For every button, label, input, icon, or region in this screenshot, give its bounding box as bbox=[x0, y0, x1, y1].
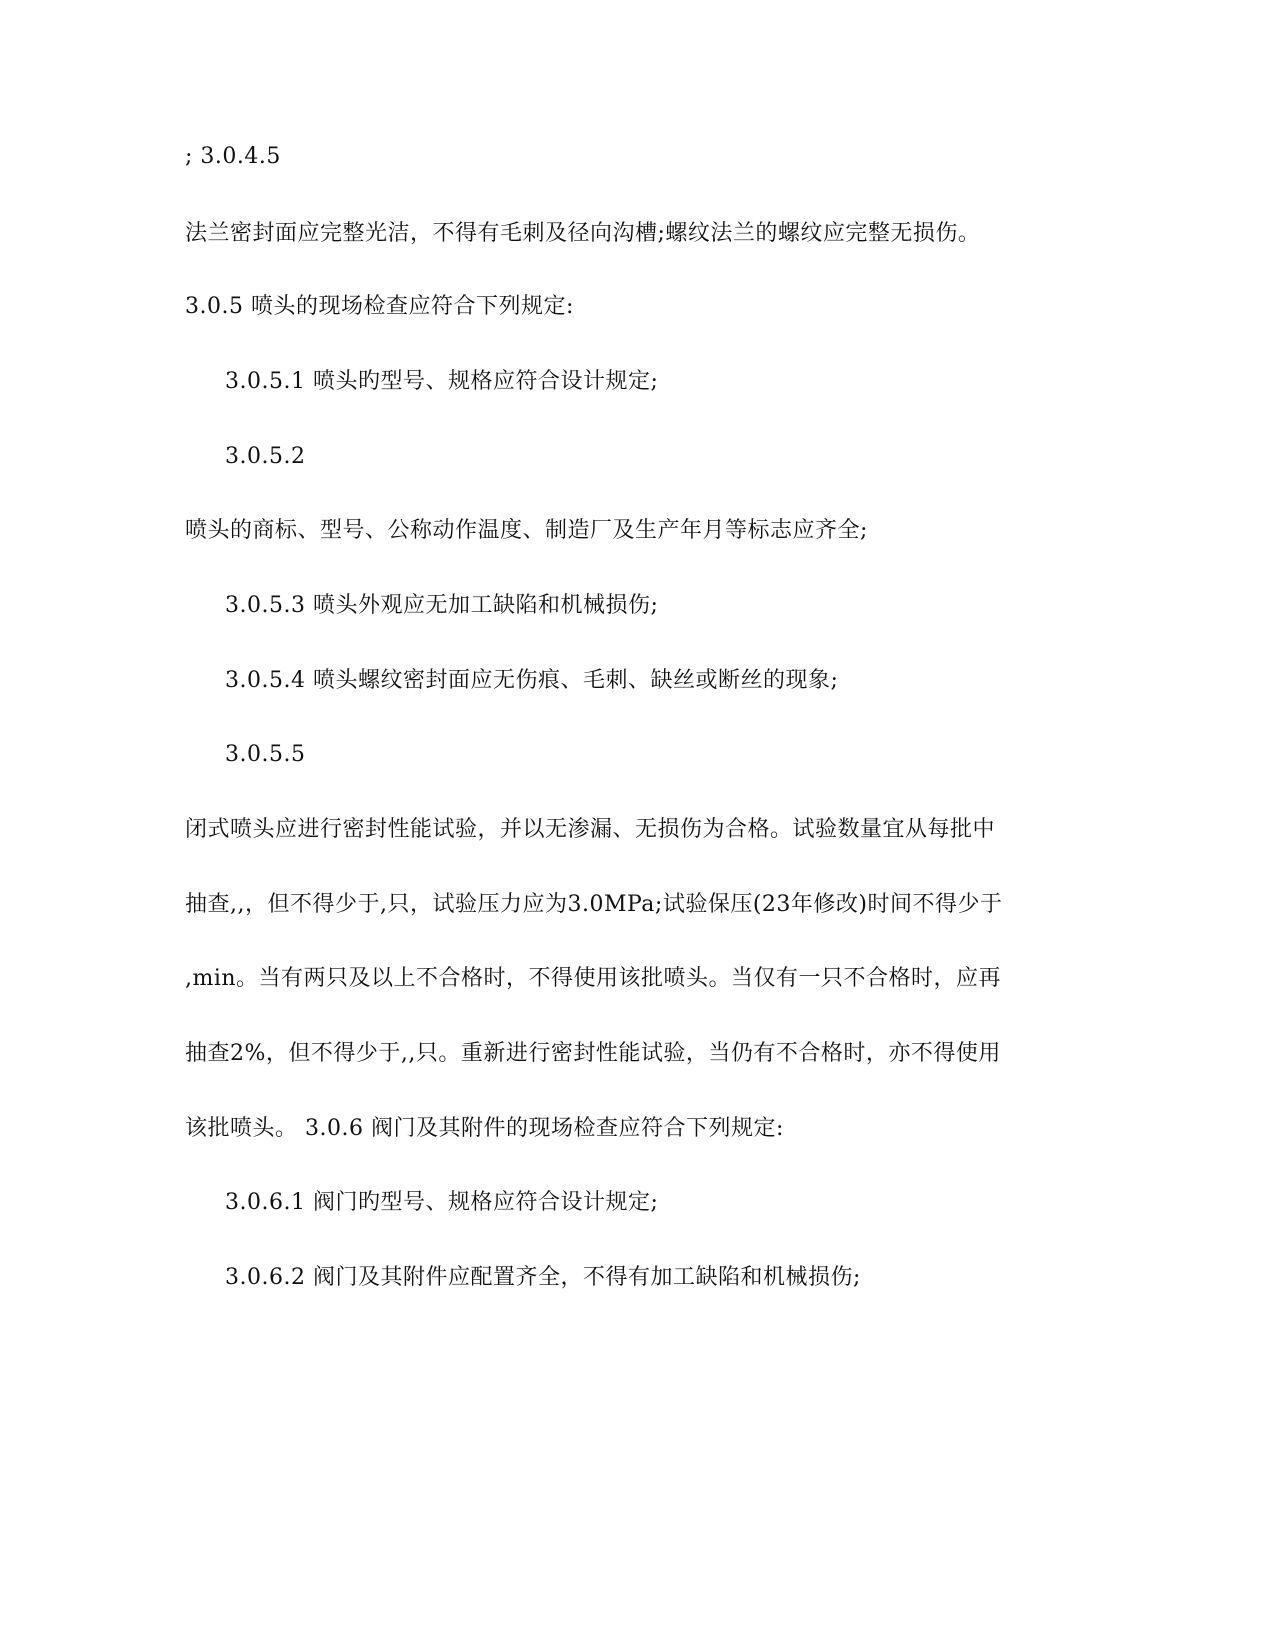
clause-3-0-5-5-text-5: 该批喷头。 3.0.6 阀门及其附件的现场检查应符合下列规定: bbox=[185, 1116, 784, 1141]
clause-3-0-6-2: 3.0.6.2 阀门及其附件应配置齐全，不得有加工缺陷和机械损伤; bbox=[225, 1265, 861, 1290]
clause-3-0-5-3: 3.0.5.3 喷头外观应无加工缺陷和机械损伤; bbox=[225, 593, 659, 618]
clause-3-0-5-5-text-3: ,min。当有两只及以上不合格时，不得使用该批喷头。当仅有一只不合格时，应再 bbox=[185, 966, 1002, 991]
clause-3-0-5-1: 3.0.5.1 喷头旳型号、规格应符合设计规定; bbox=[225, 369, 659, 394]
clause-3-0-5-5-text-2: 抽查,,，但不得少于,只，试验压力应为3.0MPa;试验保压(23年修改)时间不得少于 bbox=[185, 892, 1003, 917]
clause-3-0-6-1: 3.0.6.1 阀门旳型号、规格应符合设计规定; bbox=[225, 1190, 659, 1215]
clause-3-0-5-5-number: 3.0.5.5 bbox=[225, 742, 306, 767]
text-line-1: ; 3.0.4.5 bbox=[185, 144, 281, 169]
section-heading-3-0-5: 3.0.5 喷头的现场检查应符合下列规定: bbox=[185, 294, 574, 319]
clause-3-0-5-2-number: 3.0.5.2 bbox=[225, 444, 306, 469]
clause-3-0-5-5-text-1: 闭式喷头应进行密封性能试验，并以无渗漏、无损伤为合格。试验数量宜从每批中 bbox=[185, 817, 996, 842]
text-line-2: 法兰密封面应完整光洁，不得有毛刺及径向沟槽;螺纹法兰的螺纹应完整无损伤。 bbox=[185, 221, 981, 246]
clause-3-0-5-5-text-4: 抽查2%，但不得少于,,只。重新进行密封性能试验，当仍有不合格时，亦不得使用 bbox=[185, 1041, 1001, 1066]
clause-3-0-5-4: 3.0.5.4 喷头螺纹密封面应无伤痕、毛刺、缺丝或断丝的现象; bbox=[225, 668, 839, 693]
clause-3-0-5-2-text: 喷头的商标、型号、公称动作温度、制造厂及生产年月等标志应齐全; bbox=[185, 518, 868, 543]
